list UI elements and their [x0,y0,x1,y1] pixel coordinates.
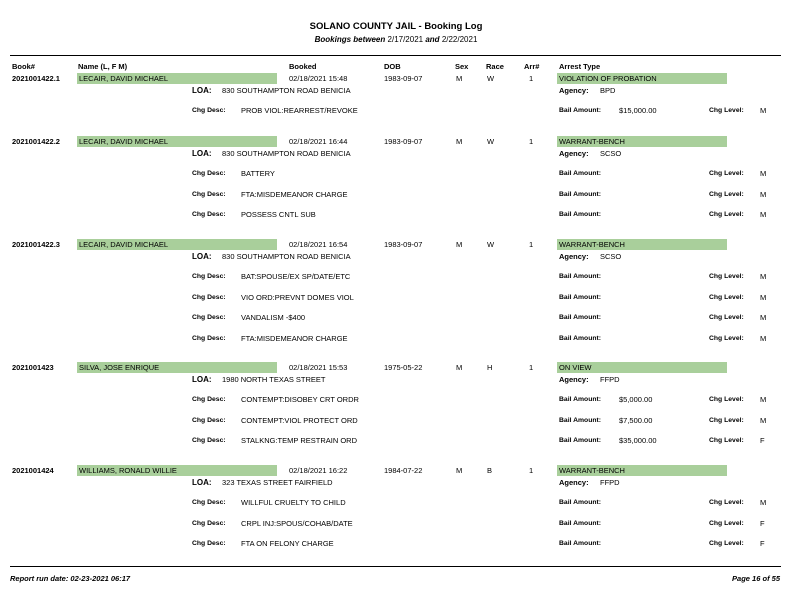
inmate-name: SILVA, JOSE ENRIQUE [79,363,160,372]
chg-level-label: Chg Level: [709,519,744,527]
arrest-number: 1 [529,363,534,372]
agency-label: Agency: [559,252,589,261]
agency-label: Agency: [559,149,589,158]
chg-level-label: Chg Level: [709,273,744,280]
chg-desc-label: Chg Desc: [192,416,226,424]
arrest-number: 1 [529,240,534,249]
race: W [487,240,495,249]
chg-level-label: Chg Level: [709,107,744,114]
chg-level-value: M [760,106,767,115]
booked-datetime: 02/18/2021 16:22 [289,466,348,475]
loa-label: LOA: [192,149,212,158]
bail-amount-label: Bail Amount: [559,540,602,547]
arrest-number: 1 [529,466,534,475]
dob: 1983-09-07 [384,74,423,83]
report-title: SOLANO COUNTY JAIL - Booking Log [309,21,483,32]
bail-amount-value: $15,000.00 [619,106,657,115]
chg-desc-value: BATTERY [241,169,275,178]
race: B [487,466,493,475]
chg-level-value: M [760,498,767,507]
agency-value: SCSO [600,252,622,261]
dob: 1983-09-07 [384,137,423,146]
chg-desc-value: POSSESS CNTL SUB [241,210,316,219]
footer-rule [10,566,781,567]
chg-desc-value: FTA ON FELONY CHARGE [241,539,334,548]
chg-desc-label: Chg Desc: [192,170,226,177]
loa-value: 1980 NORTH TEXAS STREET [222,375,326,384]
chg-level-value: M [760,333,767,343]
inmate-name: LECAIR, DAVID MICHAEL [79,137,169,146]
inmate-name: LECAIR, DAVID MICHAEL [79,74,169,83]
booked-datetime: 02/18/2021 16:54 [289,240,348,249]
chg-desc-value: WILLFUL CRUELTY TO CHILD [241,498,346,507]
chg-level-value: M [760,272,767,281]
chg-desc-value: FTA:MISDEMEANOR CHARGE [241,189,348,199]
chg-desc-value: VANDALISM -$400 [241,313,306,322]
loa-value: 830 SOUTHAMPTON ROAD BENICIA [222,252,351,261]
dob: 1984-07-22 [384,466,423,475]
col-arr: Arr# [524,62,540,71]
chg-desc-value: CONTEMPT:VIOL PROTECT ORD [241,415,358,425]
chg-desc-value: VIO ORD:PREVNT DOMES VIOL [241,292,354,302]
chg-desc-label: Chg Desc: [192,540,226,547]
arrest-type: ON VIEW [559,363,592,372]
bail-amount-label: Bail Amount: [559,314,602,321]
col-sex: Sex [455,62,469,71]
chg-desc-value: PROB VIOL:REARREST/REVOKE [241,106,358,115]
agency-label: Agency: [559,478,589,487]
bail-amount-label: Bail Amount: [559,293,602,301]
date-to: 2/22/2021 [441,35,478,44]
bail-amount-label: Bail Amount: [559,190,602,198]
date-from: 2/17/2021 [387,35,424,44]
chg-level-value: M [760,313,767,322]
chg-level-value: F [760,539,765,548]
chg-level-value: M [760,210,767,219]
chg-desc-value: STALKNG:TEMP RESTRAIN ORD [241,436,357,445]
inmate-name: WILLIAMS, RONALD WILLIE [79,466,177,475]
report-subtitle [0,35,792,44]
chg-desc-value: BAT:SPOUSE/EX SP/DATE/ETC [241,272,351,281]
agency-value: BPD [600,86,616,95]
bail-amount-label: Bail Amount: [559,519,602,527]
chg-level-value: F [760,518,765,528]
chg-level-label: Chg Level: [709,190,744,198]
arrest-type: WARRANT-BENCH [559,466,625,475]
book-number: 2021001422.2 [12,137,60,146]
sex: M [456,466,463,475]
sex: M [456,240,463,249]
loa-label: LOA: [192,86,212,95]
chg-level-value: M [760,395,767,404]
chg-desc-label: Chg Desc: [192,334,226,342]
chg-level-value: M [760,415,767,425]
col-arrest-type: Arrest Type [559,62,601,71]
race: W [487,74,495,83]
agency-label: Agency: [559,375,589,384]
loa-label: LOA: [192,375,212,384]
chg-desc-value: FTA:MISDEMEANOR CHARGE [241,333,348,343]
booked-datetime: 02/18/2021 15:48 [289,74,348,83]
chg-level-label: Chg Level: [709,540,744,547]
agency-label: Agency: [559,86,589,95]
bail-amount-value: $35,000.00 [619,436,657,445]
arrest-number: 1 [529,74,534,83]
col-race: Race [486,62,504,71]
chg-level-label: Chg Level: [709,396,744,403]
loa-label: LOA: [192,478,212,487]
chg-desc-label: Chg Desc: [192,273,226,280]
col-dob: DOB [384,62,401,71]
agency-value: SCSO [600,149,622,158]
bail-amount-label: Bail Amount: [559,273,602,280]
book-number: 2021001422.3 [12,240,60,249]
bail-amount-label: Bail Amount: [559,437,602,444]
chg-desc-label: Chg Desc: [192,107,226,114]
chg-desc-value: CRPL INJ:SPOUS/COHAB/DATE [241,518,353,528]
agency-value: FFPD [600,478,620,487]
race: W [487,137,495,146]
chg-desc-label: Chg Desc: [192,396,226,403]
arrest-type: WARRANT-BENCH [559,137,625,146]
chg-level-label: Chg Level: [709,334,744,342]
sex: M [456,137,463,146]
bail-amount-label: Bail Amount: [559,416,602,424]
loa-label: LOA: [192,252,212,261]
book-number: 2021001422.1 [12,74,60,83]
subtitle-prefix: Bookings between [314,35,386,44]
booked-datetime: 02/18/2021 16:44 [289,137,348,146]
page-number: Page 16 of 55 [732,574,780,583]
bail-amount-value: $7,500.00 [619,415,653,425]
inmate-name: LECAIR, DAVID MICHAEL [79,240,169,249]
chg-desc-label: Chg Desc: [192,437,226,444]
loa-value: 323 TEXAS STREET FAIRFIELD [222,478,333,487]
booked-datetime: 02/18/2021 15:53 [289,363,348,372]
bail-amount-label: Bail Amount: [559,211,602,218]
chg-level-label: Chg Level: [709,314,744,321]
chg-level-value: M [760,169,767,178]
chg-level-label: Chg Level: [709,437,744,444]
chg-level-label: Chg Level: [709,499,744,506]
dob: 1975-05-22 [384,363,423,372]
agency-value: FFPD [600,375,620,384]
chg-level-label: Chg Level: [709,211,744,218]
report-run-date: Report run date: 02-23-2021 06:17 [10,574,131,583]
bail-amount-label: Bail Amount: [559,334,602,342]
chg-desc-label: Chg Desc: [192,499,226,506]
sex: M [456,74,463,83]
arrest-type: VIOLATION OF PROBATION [559,74,657,83]
chg-desc-label: Chg Desc: [192,211,226,218]
col-name: Name (L, F M) [78,62,128,71]
book-number: 2021001424 [12,466,54,475]
header-rule [10,55,781,56]
bail-amount-label: Bail Amount: [559,107,602,114]
chg-level-label: Chg Level: [709,170,744,177]
subtitle-and: and [425,35,440,44]
bail-amount-label: Bail Amount: [559,499,602,506]
chg-level-label: Chg Level: [709,416,744,424]
chg-level-value: F [760,436,765,445]
bail-amount-value: $5,000.00 [619,395,653,404]
chg-desc-value: CONTEMPT:DISOBEY CRT ORDR [241,395,359,404]
bail-amount-label: Bail Amount: [559,396,602,403]
chg-level-label: Chg Level: [709,293,744,301]
col-booked: Booked [289,62,317,71]
loa-value: 830 SOUTHAMPTON ROAD BENICIA [222,86,351,95]
sex: M [456,363,463,372]
chg-level-value: M [760,292,767,302]
dob: 1983-09-07 [384,240,423,249]
chg-desc-label: Chg Desc: [192,314,226,321]
race: H [487,363,493,372]
book-number: 2021001423 [12,363,54,372]
loa-value: 830 SOUTHAMPTON ROAD BENICIA [222,149,351,158]
chg-desc-label: Chg Desc: [192,190,226,198]
arrest-number: 1 [529,137,534,146]
col-book: Book# [12,62,35,71]
chg-desc-label: Chg Desc: [192,519,226,527]
bail-amount-label: Bail Amount: [559,170,602,177]
chg-level-value: M [760,189,767,199]
arrest-type: WARRANT-BENCH [559,240,625,249]
chg-desc-label: Chg Desc: [192,293,226,301]
